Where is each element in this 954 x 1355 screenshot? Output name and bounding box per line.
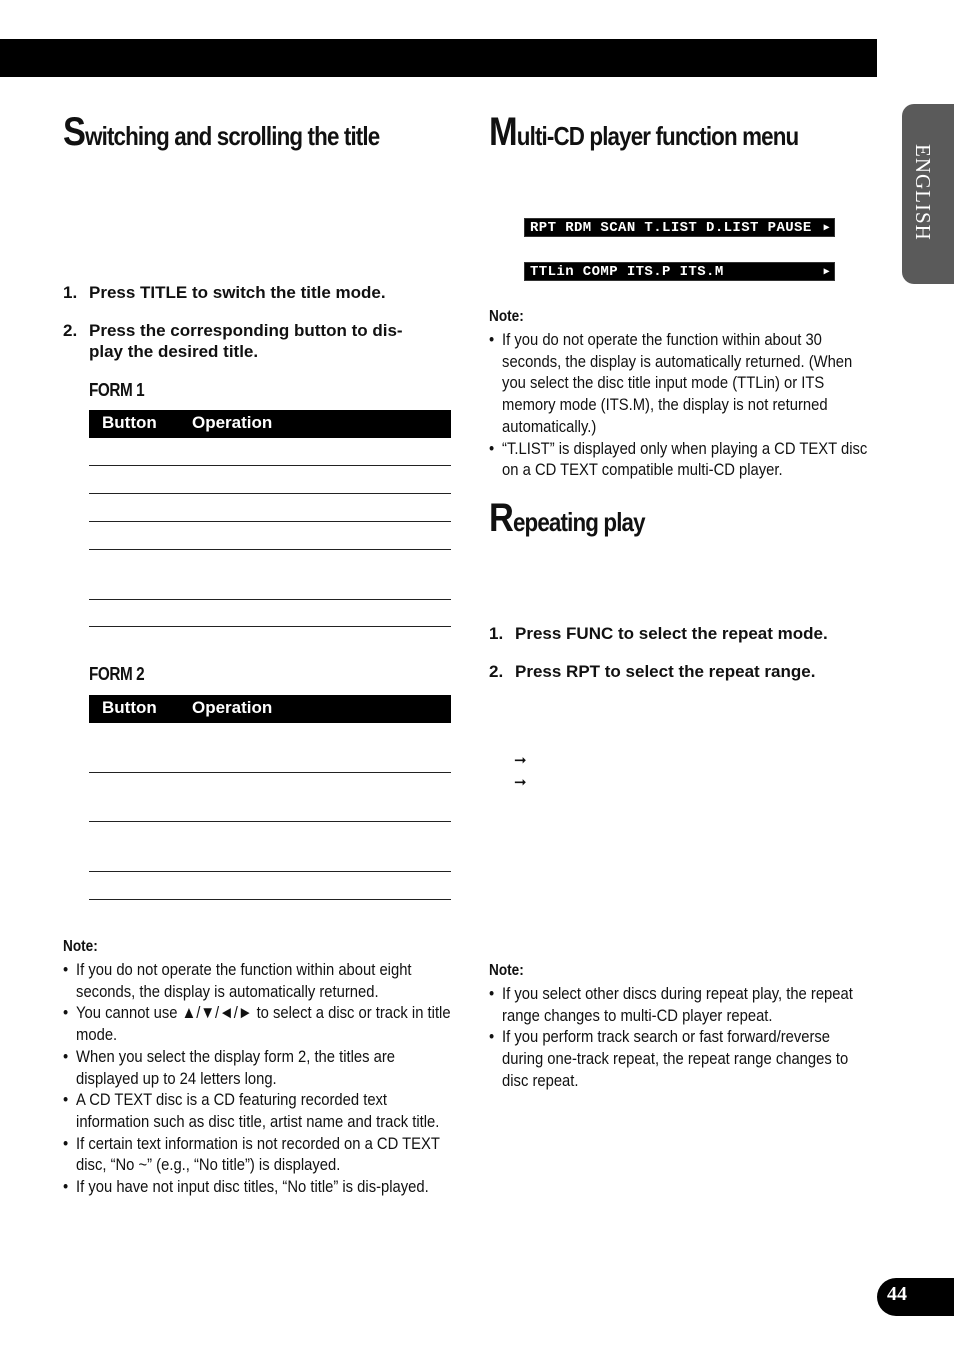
note-title: Note:	[489, 962, 524, 979]
repeat-range-arrows	[514, 750, 527, 794]
page-number-badge	[877, 1278, 954, 1316]
table-row	[89, 550, 451, 600]
table-row	[89, 600, 451, 627]
lcd-display-menu-2: TTLin COMP ITS.P ITS.M ▶	[524, 262, 835, 281]
note-title: Note:	[63, 938, 98, 955]
section-heading: Switching and scrolling the title	[63, 110, 380, 154]
list-item: • If you have not input disc titles, “No title” is dis-played.	[63, 1176, 453, 1198]
note-list	[489, 983, 868, 1092]
list-item: • When you select the display form 2, the titles are displayed up to 24 letters long.	[63, 1046, 453, 1089]
right-arrow-icon: ▶	[823, 223, 830, 234]
table-row	[89, 872, 451, 900]
list-item: • If you do not operate the function within about 30 seconds, the display is automatically returned. (When you select the disc title input mode (TTLin) or ITS memory mode (ITS.M), the display is not returned automatically.)	[489, 329, 868, 438]
arrow-icon: ➞	[514, 752, 527, 769]
table-header: Button Operation	[89, 410, 451, 438]
note-title: Note:	[489, 308, 524, 325]
page-number: 44	[887, 1283, 907, 1305]
right-arrow-icon: ▶	[823, 267, 830, 278]
list-item: • If certain text information is not recorded on a CD TEXT disc, “No ~” (e.g., “No title”) is displayed.	[63, 1133, 453, 1176]
table-row	[89, 522, 451, 550]
note-list	[489, 329, 868, 481]
list-item: • “T.LIST” is displayed only when playing a CD TEXT disc on a CD TEXT compatible multi-CD player.	[489, 438, 868, 481]
list-item: • If you perform track search or fast forward/reverse during one-track repeat, the repeat range changes to disc repeat.	[489, 1026, 868, 1091]
table-row	[89, 438, 451, 466]
form2-label: FORM 2	[89, 664, 145, 684]
language-tab	[902, 104, 954, 284]
step-1: 1. Press TITLE to switch the title mode.	[63, 283, 386, 302]
note-list	[63, 959, 453, 1198]
table-row	[89, 773, 451, 822]
table-header: Button Operation	[89, 695, 451, 723]
list-item: • A CD TEXT disc is a CD featuring recorded text information such as disc title, artist name and track title.	[63, 1089, 453, 1132]
list-item: • If you select other discs during repeat play, the repeat range changes to multi-CD player repeat.	[489, 983, 868, 1026]
header-bar	[0, 39, 877, 77]
table-row	[89, 466, 451, 494]
step-2: 2. Press the corresponding button to dis-play the desired title.	[63, 321, 403, 361]
language-tab-label: ENGLISH	[911, 144, 935, 241]
table-row	[89, 822, 451, 872]
step-1: 1. Press FUNC to select the repeat mode.	[489, 624, 828, 643]
list-item: • You cannot use ▲/▼/◄/► to select a disc or track in title mode.	[63, 1002, 453, 1045]
step-2: 2. Press RPT to select the repeat range.	[489, 662, 816, 681]
lcd-display-menu-1: RPT RDM SCAN T.LIST D.LIST PAUSE ▶	[524, 218, 835, 237]
arrow-icon: ➞	[514, 774, 527, 791]
form1-label: FORM 1	[89, 380, 145, 400]
list-item: • If you do not operate the function within about eight seconds, the display is automatically returned.	[63, 959, 453, 1002]
section-heading: Repeating play	[489, 496, 645, 540]
section-heading: Multi-CD player function menu	[489, 110, 799, 154]
table-row	[89, 494, 451, 522]
form1-table	[89, 410, 451, 627]
form2-table	[89, 695, 451, 900]
table-row	[89, 723, 451, 773]
